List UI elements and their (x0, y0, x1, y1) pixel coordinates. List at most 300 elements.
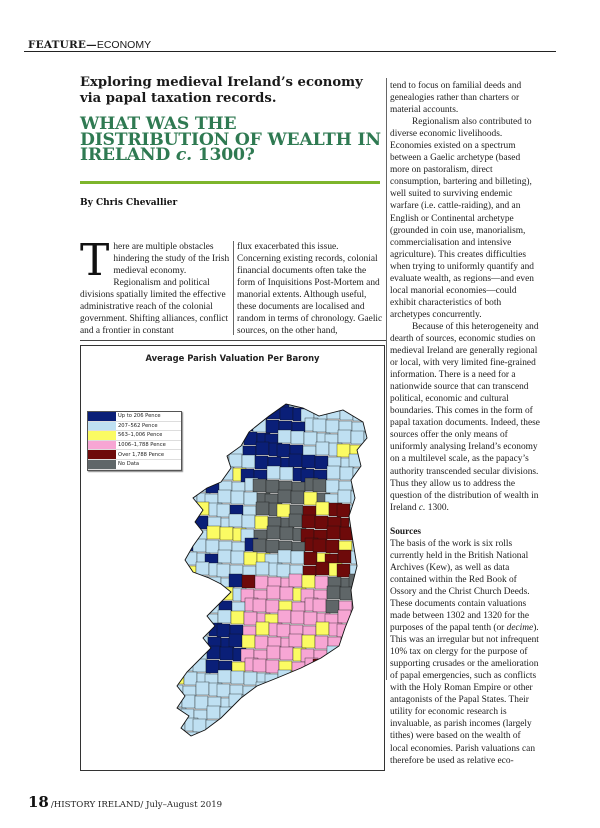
headline-text: WHAT WAS THE DISTRIBUTION OF WEALTH IN IRELAND (80, 114, 381, 166)
barony-region (255, 576, 268, 589)
ireland-choropleth-map (81, 346, 384, 770)
body-column-3 (390, 80, 540, 767)
barony-region (350, 685, 363, 698)
barony-region (269, 743, 282, 756)
barony-region (253, 719, 266, 732)
barony-region (363, 446, 376, 459)
barony-region (353, 648, 366, 661)
barony-region (244, 432, 257, 445)
barony-region (337, 684, 350, 697)
barony-region (256, 622, 269, 635)
section-kicker: FEATURE (28, 39, 87, 51)
barony-region (196, 742, 209, 755)
barony-region (351, 551, 364, 564)
barony-region (169, 574, 182, 587)
barony-region (196, 682, 209, 695)
barony-region (230, 745, 243, 758)
barony-region (242, 455, 255, 468)
barony-region (196, 562, 209, 575)
barony-region (220, 407, 233, 420)
barony-region (361, 469, 374, 482)
barony-region (277, 624, 290, 637)
barony-region (326, 660, 339, 673)
barony-region (293, 708, 306, 721)
barony-region (337, 504, 350, 517)
barony-region (256, 562, 269, 575)
barony-region (208, 457, 221, 470)
barony-region (220, 467, 233, 480)
barony-region (291, 431, 304, 444)
barony-region (220, 647, 233, 660)
barony-region (352, 722, 365, 735)
barony-region (218, 730, 231, 743)
barony-region (169, 394, 182, 407)
barony-region (242, 575, 255, 588)
barony-region (193, 539, 206, 552)
barony-region (315, 456, 328, 469)
barony-region (219, 421, 232, 434)
barony-region (365, 598, 378, 611)
barony-region (349, 514, 362, 527)
barony-region (325, 674, 338, 687)
barony-region (304, 612, 317, 625)
barony-region (304, 732, 317, 745)
barony-region (231, 551, 244, 564)
barony-region (289, 454, 302, 467)
barony-region (338, 610, 351, 623)
barony-region (279, 721, 292, 734)
barony-region (314, 650, 327, 663)
barony-region (339, 661, 352, 674)
barony-region (195, 696, 208, 709)
barony-region (206, 420, 219, 433)
barony-region (349, 394, 362, 407)
headline-circa: c. (175, 145, 192, 166)
barony-region (277, 444, 290, 457)
barony-region (316, 442, 329, 455)
barony-region (229, 574, 242, 587)
barony-region (316, 502, 329, 515)
barony-region (315, 396, 328, 409)
barony-region (301, 709, 314, 722)
barony-region (316, 742, 329, 755)
barony-region (267, 586, 280, 599)
text-run: The basis of the work is six rolls currently held in the British National Archives (Kew), as well as data contained within the Red Book of Ossory and the Christ Church Deeds. These documents contain valuations made between 1302 and 1320 for the purposes of the papal tenth (or (390, 538, 530, 634)
barony-region (376, 502, 384, 515)
page-footer (28, 792, 222, 811)
barony-region (316, 562, 329, 575)
barony-region (197, 433, 210, 446)
barony-region (280, 587, 293, 600)
legend-label: No Data (118, 461, 140, 468)
text-run: Because of this heterogeneity and dearth of sources, economic studies on medieval Ireland are generally regional or local, with very limited fine-grained information. There is a need for a nationwide source that can transcend political, economic and cultural boundaries. This comes in the form of papal taxation documents. Indeed, these sources offer the only means of uniformly analysing Ireland’s economy on a multilevel scale, as the papacy’s authority transcended secular divisions. Thus they allow us to address the question of the distribution of wealth in Ireland (390, 321, 540, 513)
legend-label: Over 1,788 Pence (118, 451, 165, 458)
barony-region (340, 467, 353, 480)
barony-region (376, 622, 384, 635)
barony-region (182, 515, 195, 528)
barony-region (172, 482, 185, 495)
barony-region (362, 695, 375, 708)
barony-region (185, 418, 198, 431)
barony-region (377, 493, 384, 506)
barony-region (169, 694, 182, 707)
barony-region (241, 409, 254, 422)
barony-region (266, 540, 279, 553)
barony-region (351, 611, 364, 624)
barony-region (326, 540, 339, 553)
legend-item (88, 460, 181, 470)
barony-region (340, 647, 353, 660)
barony-region (340, 707, 353, 720)
barony-region (253, 479, 266, 492)
barony-region (375, 516, 384, 529)
barony-region (170, 745, 183, 758)
subheading-sources: Sources (390, 526, 422, 537)
barony-region (338, 730, 351, 743)
barony-region (302, 635, 315, 648)
barony-region (229, 394, 242, 407)
barony-region (278, 730, 291, 743)
barony-region (373, 719, 384, 732)
barony-region (376, 442, 384, 455)
barony-region (338, 550, 351, 563)
barony-region (362, 395, 375, 408)
barony-region (194, 470, 207, 483)
barony-region (268, 397, 281, 410)
barony-region (206, 720, 219, 733)
barony-region (193, 599, 206, 612)
barony-region (277, 684, 290, 697)
header-rule (24, 51, 556, 52)
barony-region (339, 721, 352, 734)
barony-region (291, 731, 304, 744)
barony-region (304, 432, 317, 445)
barony-region (365, 478, 378, 491)
barony-region (340, 407, 353, 420)
barony-region (241, 709, 254, 722)
barony-region (280, 407, 293, 420)
legend-swatch (88, 422, 116, 431)
barony-region (205, 434, 218, 447)
barony-region (289, 694, 302, 707)
column-divider (233, 241, 234, 335)
barony-region (196, 442, 209, 455)
barony-region (365, 658, 378, 671)
barony-region (361, 709, 374, 722)
barony-region (181, 529, 194, 542)
legend-label: Up to 206 Pence (118, 413, 161, 420)
barony-region (302, 395, 315, 408)
barony-region (194, 590, 207, 603)
barony-region (363, 746, 376, 759)
barony-region (315, 516, 328, 529)
barony-region (363, 626, 376, 639)
barony-region (375, 696, 384, 709)
map-regions (169, 394, 384, 759)
barony-region (182, 575, 195, 588)
barony-region (265, 734, 278, 747)
barony-region (172, 722, 185, 735)
barony-region (341, 698, 354, 711)
text-run: ). This was an irregular but not infrequent 10% tax on clergy for the purpose of supporting crusades or the amelioration of papal emergencies, such as conflicts with the Holy Roman Empire or other antagonists of the Papal States. Their utility for economic research is invaluable, as parish incomes (largely tithes) were based on the wealth of local economies. Parish valuations can therefore be used as relative eco- (390, 623, 539, 766)
barony-region (377, 553, 384, 566)
barony-region (291, 611, 304, 624)
barony-region (373, 599, 384, 612)
barony-region (278, 550, 291, 563)
barony-region (266, 600, 279, 613)
barony-region (363, 566, 376, 579)
barony-region (281, 698, 294, 711)
barony-region (337, 744, 350, 757)
barony-region (195, 516, 208, 529)
barony-region (277, 744, 290, 757)
barony-region (254, 710, 267, 723)
barony-region (351, 431, 364, 444)
drop-cap: T (80, 235, 110, 286)
barony-region (181, 589, 194, 602)
barony-region (326, 480, 339, 493)
barony-region (325, 734, 338, 747)
barony-region (255, 636, 268, 649)
barony-region (353, 528, 366, 541)
barony-region (361, 409, 374, 422)
barony-region (206, 660, 219, 673)
barony-region (313, 719, 326, 732)
barony-region (185, 598, 198, 611)
barony-region (183, 506, 196, 519)
barony-region (267, 706, 280, 719)
barony-region (302, 695, 315, 708)
legend-swatch (88, 441, 116, 450)
barony-region (326, 420, 339, 433)
barony-region (255, 396, 268, 409)
barony-region (182, 635, 195, 648)
barony-region (373, 419, 384, 432)
barony-region (278, 430, 291, 443)
barony-region (184, 492, 197, 505)
legend-label: 563–1,006 Pence (118, 432, 163, 439)
barony-region (266, 660, 279, 673)
barony-region (364, 672, 377, 685)
barony-region (313, 539, 326, 552)
barony-region (269, 683, 282, 696)
barony-region (217, 504, 230, 517)
barony-region (217, 744, 230, 757)
barony-region (313, 599, 326, 612)
barony-region (327, 586, 340, 599)
barony-region (304, 552, 317, 565)
barony-region (326, 600, 339, 613)
barony-region (193, 659, 206, 672)
figure-top-rule (80, 340, 386, 341)
barony-region (231, 611, 244, 624)
barony-region (207, 646, 220, 659)
barony-region (361, 589, 374, 602)
barony-region (349, 694, 362, 707)
barony-region (329, 743, 342, 756)
barony-region (290, 685, 303, 698)
barony-region (364, 492, 377, 505)
barony-region (377, 433, 384, 446)
barony-region (373, 539, 384, 552)
barony-region (195, 456, 208, 469)
barony-region (316, 682, 329, 695)
barony-region (317, 673, 330, 686)
barony-region (374, 530, 384, 543)
barony-region (181, 649, 194, 662)
barony-region (303, 746, 316, 759)
barony-region (277, 504, 290, 517)
barony-region (231, 431, 244, 444)
legend-swatch (88, 460, 116, 469)
barony-region (244, 552, 257, 565)
barony-region (242, 635, 255, 648)
barony-region (267, 526, 280, 539)
legend-item (88, 412, 181, 422)
barony-region (193, 419, 206, 432)
barony-region (173, 528, 186, 541)
barony-region (218, 490, 231, 503)
barony-region (185, 478, 198, 491)
barony-region (315, 636, 328, 649)
barony-region (376, 562, 384, 575)
barony-region (173, 588, 186, 601)
barony-region (365, 538, 378, 551)
barony-region (278, 490, 291, 503)
barony-region (181, 469, 194, 482)
barony-region (171, 731, 184, 744)
barony-region (362, 635, 375, 648)
legend-item (88, 422, 181, 432)
barony-region (328, 397, 341, 410)
barony-region (181, 409, 194, 422)
barony-region (231, 491, 244, 504)
barony-region (231, 671, 244, 684)
barony-region (245, 718, 258, 731)
legend-label: 1006–1,788 Pence (118, 442, 166, 449)
legend-swatch (88, 450, 116, 459)
barony-region (217, 564, 230, 577)
barony-region (170, 505, 183, 518)
barony-region (183, 626, 196, 639)
barony-region (374, 710, 384, 723)
barony-region (267, 646, 280, 659)
barony-region (172, 602, 185, 615)
barony-region (302, 455, 315, 468)
barony-region (256, 502, 269, 515)
barony-region (353, 588, 366, 601)
barony-region (341, 398, 354, 411)
barony-region (242, 395, 255, 408)
barony-region (231, 731, 244, 744)
barony-region (255, 696, 268, 709)
barony-region (173, 648, 186, 661)
barony-region (243, 746, 256, 759)
barony-region (327, 466, 340, 479)
text-run-italic: c. (418, 502, 426, 513)
section-label (28, 39, 151, 51)
barony-region (338, 490, 351, 503)
barony-region (377, 613, 384, 626)
barony-region (291, 491, 304, 504)
barony-region (377, 673, 384, 686)
section-topic: ECONOMY (96, 39, 152, 51)
barony-region (376, 742, 384, 755)
barony-region (351, 731, 364, 744)
barony-region (172, 662, 185, 675)
barony-region (291, 551, 304, 564)
barony-region (253, 599, 266, 612)
barony-region (329, 683, 342, 696)
barony-region (337, 624, 350, 637)
barony-region (184, 432, 197, 445)
body-paragraph: tend to focus on familial deeds and genealogies rather than charters or material accounts. (390, 81, 522, 116)
barony-region (229, 514, 242, 527)
barony-region (353, 708, 366, 721)
map-figure (80, 345, 385, 771)
barony-region (253, 419, 266, 432)
text-run-italic: decime (506, 623, 534, 634)
body-paragraph: Regionalism also contributed to diverse economic livelihoods. Economies existed on a spectrum between a Gaelic archetype (based more on pastoralism, direct consumption, bartering and billeting), well suited to surviving endemic warfare (i.e. cattle-raiding), and an English or Continental archetype (grounded in coin use, manorialism, commercialisation and intensive agriculture). This creates difficulties when trying to uniformly quantify and evaluate wealth, as regions—and even local manorial economies—could exhibit characteristics of both archetypes concurrently. (390, 117, 534, 320)
barony-region (171, 491, 184, 504)
barony-region (229, 634, 242, 647)
barony-region (242, 695, 255, 708)
barony-region (364, 552, 377, 565)
barony-region (326, 720, 339, 733)
barony-region (206, 540, 219, 553)
section-separator: — (86, 39, 97, 51)
barony-region (220, 707, 233, 720)
barony-region (244, 492, 257, 505)
barony-region (280, 527, 293, 540)
barony-region (256, 442, 269, 455)
legend-swatch (88, 431, 116, 440)
barony-region (313, 419, 326, 432)
barony-region (302, 575, 315, 588)
standfirst: Exploring medieval Ireland’s economy via papal taxation records. (80, 75, 363, 106)
barony-region (268, 697, 281, 710)
barony-region (194, 410, 207, 423)
barony-region (315, 696, 328, 709)
barony-region (207, 586, 220, 599)
barony-region (244, 612, 257, 625)
barony-region (377, 733, 384, 746)
barony-region (278, 610, 291, 623)
barony-region (183, 446, 196, 459)
barony-region (327, 706, 340, 719)
barony-region (209, 443, 222, 456)
barony-region (182, 395, 195, 408)
barony-region (169, 514, 182, 527)
barony-region (365, 718, 378, 731)
barony-region (280, 707, 293, 720)
body-paragraph (390, 321, 540, 514)
barony-region (266, 420, 279, 433)
barony-region (361, 529, 374, 542)
barony-region (219, 721, 232, 734)
column-divider (386, 78, 387, 680)
barony-region (362, 575, 375, 588)
barony-region (361, 649, 374, 662)
headline-year: 1300? (191, 145, 255, 166)
barony-region (172, 542, 185, 555)
barony-region (257, 733, 270, 746)
barony-region (253, 659, 266, 672)
barony-region (207, 466, 220, 479)
barony-region (233, 408, 246, 421)
barony-region (229, 694, 242, 707)
barony-region (315, 576, 328, 589)
